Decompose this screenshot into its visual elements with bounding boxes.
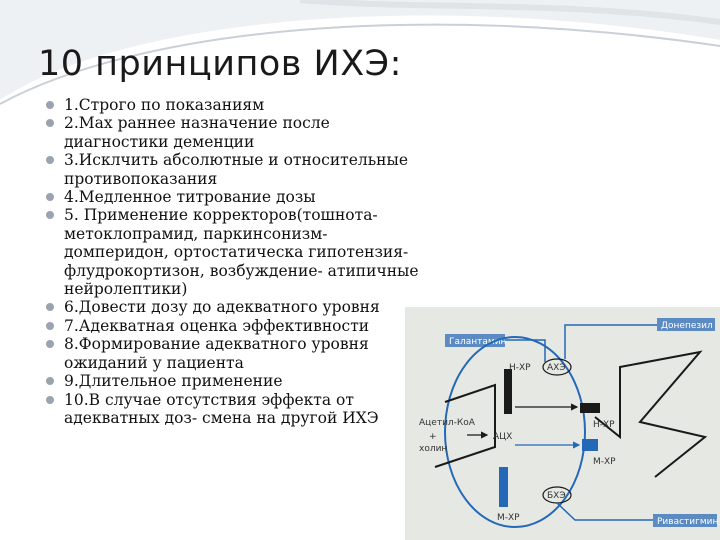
- list-item-line: 6.Довести дозу до адекватного уровня: [64, 298, 380, 317]
- buche-label: БХЭ: [547, 491, 566, 501]
- slide-title: 10 принципов ИХЭ:: [38, 44, 402, 84]
- bullet-icon: [46, 377, 54, 385]
- acetyl-coa-label: Ацетил-КоА: [419, 418, 475, 428]
- list-item-line: адекватных доз- смена на другой ИХЭ: [64, 408, 379, 427]
- list-item: [46, 206, 486, 298]
- list-item-line: 7.Адекватная оценка эффективности: [64, 316, 370, 335]
- m-xr-right-receptor: [582, 439, 598, 451]
- m-xr-right-label: М-ХР: [593, 457, 616, 467]
- bullet-icon: [46, 193, 54, 201]
- list-item: [46, 151, 486, 188]
- list-item-line: 9.Длительное применение: [64, 372, 283, 391]
- choline-label: холин: [419, 444, 448, 454]
- bullet-icon: [46, 101, 54, 109]
- bullet-icon: [46, 322, 54, 330]
- list-item-line: нейролептики): [64, 280, 188, 299]
- list-item-line: 8.Формирование адекватного уровня: [64, 335, 369, 354]
- galantamine-label: Галантамин: [449, 337, 507, 347]
- rivastigmine-label: Ривастигмин: [657, 517, 719, 527]
- bullet-icon: [46, 396, 54, 404]
- m-xr-bottom-receptor: [499, 467, 508, 507]
- bullet-icon: [46, 119, 54, 127]
- bullet-icon: [46, 340, 54, 348]
- m-xr-bottom-label: М-ХР: [497, 513, 520, 523]
- n-xr-right-label: Н-ХР: [593, 420, 615, 430]
- bullet-icon: [46, 303, 54, 311]
- synapse-diagram: [405, 307, 720, 540]
- list-item-line: 1.Строго по показаниям: [64, 96, 265, 114]
- list-item: [46, 188, 486, 206]
- list-item-line: противопоказания: [64, 169, 218, 188]
- list-item-line: 2.Max раннее назначение после: [64, 114, 330, 133]
- list-item-line: диагностики деменции: [64, 132, 255, 151]
- list-item-line: 5. Применение корректоров(тошнота-: [64, 206, 378, 225]
- bullet-icon: [46, 156, 54, 164]
- list-item-line: 4.Медленное титрование дозы: [64, 188, 316, 207]
- list-item-line: метоклопрамид, паркинсонизм-: [64, 224, 328, 243]
- n-xr-left-receptor: [504, 369, 512, 414]
- list-item-line: флудрокортизон, возбуждение- атипичные: [64, 261, 419, 280]
- list-item-line: домперидон, ортостатическа гипотензия-: [64, 243, 409, 262]
- plus-label: +: [429, 432, 437, 442]
- bullet-icon: [46, 211, 54, 219]
- list-item-line: 3.Исклчить абсолютные и относительные: [64, 151, 409, 170]
- list-item: [46, 96, 486, 114]
- ache-label: АХЭ: [547, 363, 566, 373]
- n-xr-right-receptor: [580, 403, 600, 413]
- n-xr-left-label: Н-ХР: [509, 363, 531, 373]
- list-item-line: 10.В случае отсутствия эффекта от: [64, 390, 354, 409]
- donepezil-label: Донепезил: [661, 321, 713, 331]
- list-item-line: ожиданий у пациента: [64, 353, 244, 372]
- list-item: [46, 114, 486, 151]
- ach-label: АЦХ: [493, 432, 513, 442]
